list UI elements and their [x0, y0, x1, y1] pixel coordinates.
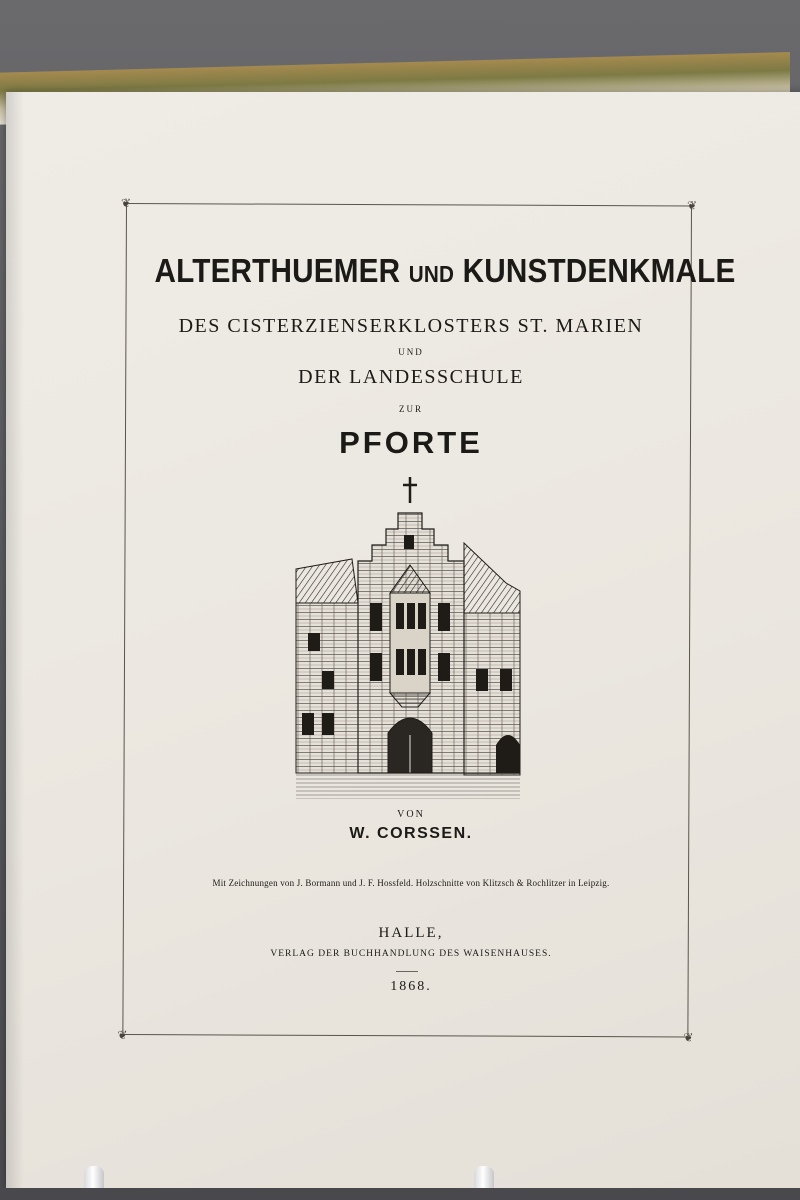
publication-year: 1868. — [390, 979, 432, 994]
von-label: VON — [397, 809, 425, 820]
title-part1: ALTERTHUEMER — [154, 252, 401, 289]
title-und: UND — [408, 261, 455, 287]
corner-ornament-icon: ❦ — [683, 1030, 694, 1045]
corner-ornament-icon: ❦ — [686, 198, 698, 213]
subtitle-und: UND — [398, 347, 424, 357]
title-part2: KUNSTDENKMALE — [462, 252, 736, 289]
corner-ornament-icon: ❦ — [117, 1027, 128, 1043]
building-engraving — [292, 473, 524, 803]
publication-city: HALLE, — [378, 925, 444, 941]
place-name: PFORTE — [339, 425, 483, 460]
illustration-credits: Mit Zeichnungen von J. Bormann und J. F. Hossfeld. Holzschnitte von Klitzsch & Rochlitzer in Leipzig. — [212, 878, 610, 888]
page-gutter-shadow — [6, 92, 24, 1190]
publisher: VERLAG DER BUCHHANDLUNG DES WAISENHAUSES. — [270, 949, 552, 959]
corner-ornament-icon: ❦ — [120, 195, 132, 211]
subtitle-line2: DER LANDESSCHULE — [298, 366, 524, 388]
divider-rule — [396, 971, 418, 972]
book-title — [154, 252, 736, 290]
subtitle-line1: DES CISTERZIENSERKLOSTERS ST. MARIEN — [178, 315, 644, 337]
subtitle-zur: ZUR — [399, 404, 423, 414]
shelf-edge — [0, 1188, 800, 1200]
author-name: W. CORSSEN. — [349, 825, 473, 842]
